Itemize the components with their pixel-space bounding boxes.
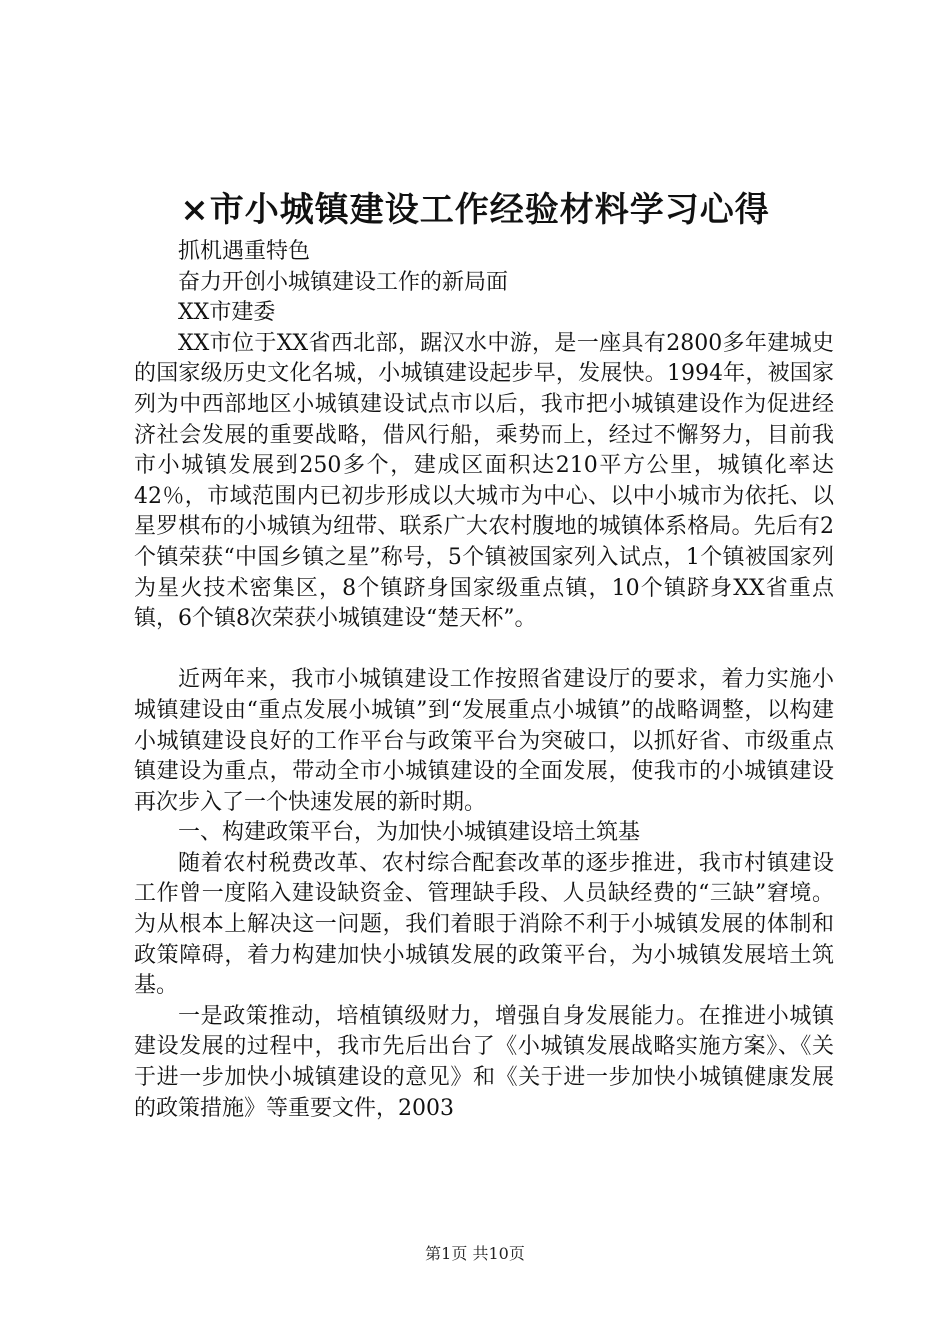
document-body [134,237,834,1124]
paragraph: 近两年来，我市小城镇建设工作按照省建设厅的要求，着力实施小城镇建设由“重点发展小城镇”到“发展重点小城镇”的战略调整，以构建小城镇建设良好的工作平台与政策平台为突破口，以抓好省、市级重点镇建设为重点，带动全市小城镇建设的全面发展，使我市的小城镇建设再次步入了一个快速发展的新时期。 [134,667,834,815]
section-heading: 一、构建政策平台，为加快小城镇建设培土筑基 [178,820,641,846]
document-title: ×市小城镇建设工作经验材料学习心得 [180,190,770,230]
page-number: 第1页 [425,1244,468,1263]
subtitle-line-1: 抓机遇重特色 [178,239,311,264]
page-total: 共10页 [472,1244,525,1263]
paragraph: 一是政策推动，培植镇级财力，增强自身发展能力。在推进小城镇建设发展的过程中，我市先后出台了《小城镇发展战略实施方案》、《关于进一步加快小城镇建设的意见》和《关于进一步加快小城镇健康发展的政策措施》等重要文件，2003 [134,1003,834,1121]
author-line: XX市建委 [178,300,276,326]
subtitle-line-2: 奋力开创小城镇建设工作的新局面 [178,269,509,295]
blank-line [134,635,834,666]
paragraph: 随着农村税费改革、农村综合配套改革的逐步推进，我市村镇建设工作曾一度陷入建设缺资金、管理缺手段、人员缺经费的“三缺”窘境。为从根本上解决这一问题，我们着眼于消除不利于小城镇发展的体制和政策障碍，着力构建加快小城镇发展的政策平台，为小城镇发展培土筑基。 [134,850,834,999]
paragraph: XX市位于XX省西北部，踞汉水中游，是一座具有2800多年建城史的国家级历史文化名城，小城镇建设起步早，发展快。1994年，被国家列为中西部地区小城镇建设试点市以后，我市把小城镇建设作为促进经济社会发展的重要战略，借风行船，乘势而上，经过不懈努力，目前我市小城镇发展到250多个，建成区面积达210平方公里，城镇化率达42％，市域范围内已初步形成以大城市为中心、以中小城市为依托、以星罗棋布的小城镇为纽带、联系广大农村腹地的城镇体系格局。先后有2个镇荣获“中国乡镇之星”称号，5个镇被国家列入试点，1个镇被国家列为星火技术密集区，8个镇跻身国家级重点镇，10个镇跻身XX省重点镇，6个镇8次荣获小城镇建设“楚天杯”。 [134,330,834,632]
page-footer [0,1243,950,1265]
